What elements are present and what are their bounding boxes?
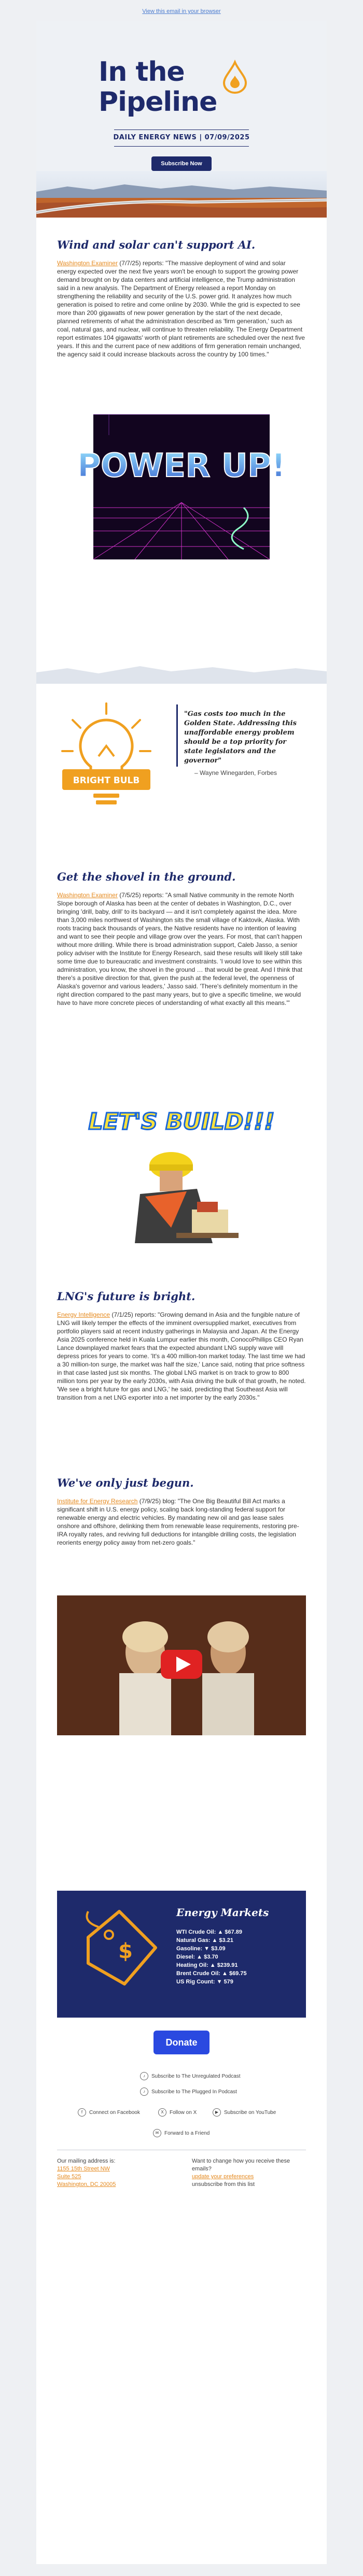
logo bbox=[99, 57, 264, 129]
article-2-headline: Get the shovel in the ground. bbox=[57, 870, 236, 883]
address-heading: Our mailing address is: bbox=[57, 2158, 116, 2164]
x-label: Follow on X bbox=[170, 2110, 197, 2116]
bright-bulb-text: BRIGHT BULB bbox=[73, 775, 140, 786]
podcast2-label: Subscribe to The Plugged In Podcast bbox=[151, 2089, 237, 2095]
unsubscribe-link[interactable]: unsubscribe from this list bbox=[192, 2181, 255, 2188]
address-line2[interactable]: Suite 525 bbox=[57, 2174, 81, 2180]
youtube-label: Subscribe on YouTube bbox=[224, 2110, 276, 2116]
logo-line1: In the bbox=[99, 56, 185, 88]
lets-build-text: LET'S BUILD!!! bbox=[88, 1109, 275, 1135]
markets-title: Energy Markets bbox=[176, 1906, 269, 1919]
podcast-unregulated-link[interactable] bbox=[140, 2072, 241, 2081]
forward-label: Forward to a Friend bbox=[164, 2131, 210, 2136]
view-in-browser-link[interactable]: View this email in your browser bbox=[142, 8, 221, 15]
power-up-text: POWER UP! bbox=[77, 447, 286, 484]
subscribe-button[interactable]: Subscribe Now bbox=[151, 156, 212, 171]
energy-markets-panel bbox=[57, 1891, 306, 2018]
donate-button[interactable]: Donate bbox=[153, 2031, 210, 2054]
logo-line2: Pipeline bbox=[99, 87, 217, 118]
podcast-icon: ♪ bbox=[140, 2088, 148, 2096]
article-4-source-link[interactable]: Institute for Energy Research bbox=[57, 1498, 138, 1505]
article-3-source-link[interactable]: Energy Intelligence bbox=[57, 1311, 110, 1318]
market-item: Natural Gas: ▲ $3.21 bbox=[176, 1937, 233, 1944]
podcast-icon: ♪ bbox=[140, 2072, 148, 2080]
article-3-headline: LNG's future is bright. bbox=[57, 1290, 196, 1303]
date-line: DAILY ENERGY NEWS | 07/09/2025 bbox=[113, 134, 250, 141]
header bbox=[36, 21, 327, 171]
youtube-icon: ▶ bbox=[213, 2108, 221, 2117]
article-2-body bbox=[57, 891, 306, 1007]
date-rule-top bbox=[114, 129, 249, 130]
quote-section bbox=[36, 663, 327, 844]
facebook-link[interactable] bbox=[78, 2108, 140, 2118]
article-1-text: (7/7/25) reports: "The massive deployment of wind and solar energy expected over the next five years won't be enough to support the growing power demand brought on by data centers and artificial intelligence, the Trump administration said in a new analysis. The Department of Energy released a report Monday on strengthening the reliability and security of the U.S. power grid. It analyzes how much generation is poised to retire and come online by 2030. While the grid is expected to see more than 200 gigawatts of new power generation by the start of the next decade, planned retirements of what the administration described as 'firm generation,' such as coal, natural gas, and nuclear, will continue to threaten reliability. The Energy Department report estimates 104 gigawatts' worth of plant retirements are scheduled over the next five years. If this and the current pace of new additions of firm generation remain unchanged, the agency said it could increase blackouts across the country by 100 times." bbox=[57, 260, 305, 358]
facebook-icon: f bbox=[78, 2108, 86, 2117]
mountain-divider bbox=[36, 663, 327, 684]
article-2-text: (7/5/25) reports: "A small Native community in the remote North Slope borough of Alaska has been at the center of debates in Washington, D.C., over bringing 'drill, baby, drill' to its backyard — and it isn't completely against the idea. More than 3,000 miles northwest of Washington sits the small village of Kaktovik, Alaska. With roots tracing back thousands of years, the Native residents have no intention of leaving and want to see their people and village grow over the years. For most, that can't happen without more drilling. While there is broad administration support, Caleb Jasso, a senior policy adviser with the Institute for Energy Research, said these results will likely still take some time due to bureaucratic and investment constraints. 'I would love to see within this administration, you know, the shovel in the ground … that would be great. And I think that there's a positive direction for that, given the push at the federal level, the openness of Alaska's governor and various leaders,' Jasso said. 'There's definitely momentum in the right direction compared to the past many years, but to give a specific timeline, we would have to have more concrete pieces of understanding of what exactly all this means.'" bbox=[57, 891, 302, 1006]
address-line1[interactable]: 1155 15th Street NW bbox=[57, 2166, 110, 2172]
podcast-pluggedin-link[interactable] bbox=[140, 2088, 237, 2097]
flame-drop-icon bbox=[223, 61, 247, 93]
change-text: Want to change how you receive these emails? bbox=[192, 2158, 290, 2172]
footer-preferences bbox=[192, 2157, 306, 2189]
pipeline-landscape-image bbox=[36, 171, 327, 218]
article-4-headline: We've only just begun. bbox=[57, 1476, 194, 1489]
power-up-image bbox=[77, 414, 286, 559]
update-preferences-link[interactable]: update your preferences bbox=[192, 2174, 254, 2180]
price-tag-icon bbox=[78, 1906, 161, 1999]
market-item: US Rig Count: ▼ 579 bbox=[176, 1979, 233, 1985]
market-item: WTI Crude Oil: ▲ $67.89 bbox=[176, 1929, 243, 1935]
market-item: Diesel: ▲ $3.70 bbox=[176, 1954, 218, 1960]
article-1-headline: Wind and solar can't support AI. bbox=[57, 238, 256, 251]
article-1-source-link[interactable]: Washington Examiner bbox=[57, 260, 118, 267]
market-item: Brent Crude Oil: ▲ $69.75 bbox=[176, 1970, 247, 1977]
markets-list bbox=[176, 1928, 247, 1986]
quote-text: "Gas costs too much in the Golden State. Addressing this unaffordable energy problem should be a top priority for state legislators and the governor" bbox=[184, 710, 297, 765]
article-4-text: (7/9/25) blog: "The One Big Beautiful Bill Act marks a significant shift in U.S. energy policy, scaling back long-standing federal support for renewable energy and electric vehicles. By mandating new oil and gas lease sales onshore and offshore, delinking them from renewable lease requirements, restoring pre-IRA royalty rates, and reviving full deductions for intangible drilling costs, the legislation reorients energy policy away from net-zero goals." bbox=[57, 1498, 299, 1546]
podcast1-label: Subscribe to The Unregulated Podcast bbox=[151, 2074, 241, 2079]
market-item: Gasoline: ▼ $3.09 bbox=[176, 1946, 226, 1952]
x-link[interactable] bbox=[158, 2108, 197, 2118]
facebook-label: Connect on Facebook bbox=[89, 2110, 140, 2116]
video-thumbnail[interactable] bbox=[57, 1595, 306, 1735]
date-rule-bottom bbox=[114, 146, 249, 147]
quote-attribution: – Wayne Winegarden, Forbes bbox=[194, 769, 277, 776]
email-container bbox=[36, 21, 327, 2564]
youtube-link[interactable] bbox=[213, 2108, 276, 2118]
x-icon: X bbox=[158, 2108, 166, 2117]
forward-link[interactable] bbox=[153, 2129, 210, 2138]
article-4-body bbox=[57, 1497, 306, 1547]
article-3-text: (7/1/25) reports: "Growing demand in Asia and the fungible nature of LNG will likely temper the effects of the imminent oversupplied market, executives from portfolio players said at recent industry gatherings in Malaysia and Japan. At the Energy Asia 2025 conference held in Kuala Lumpur earlier this month, ConocoPhillips CEO Ryan Lance downplayed market fears that the expected abundant LNG supply wave will depress prices for years to come. 'It's a 400 million-ton market today. The last time we had a 30 million-ton surge, the market was half the size,' Lance said, noting that price softness in that case lasted just six months. The global LNG market is on track to grow to 800 million tons per year by the early 2030s, with Asia driving the bulk of that growth, he noted. 'We see a bright future for gas and LNG,' he said, predicting that Southeast Asia will transition from a net LNG exporter into a net importer by the early 2030s." bbox=[57, 1311, 306, 1401]
article-2-source-link[interactable]: Washington Examiner bbox=[57, 891, 118, 899]
svg-text:$: $ bbox=[118, 1939, 133, 1963]
quote-bar bbox=[176, 704, 178, 767]
bright-bulb-logo bbox=[57, 699, 156, 818]
market-item: Heating Oil: ▲ $239.91 bbox=[176, 1962, 238, 1968]
mail-icon: ✉ bbox=[153, 2129, 161, 2137]
address-line3[interactable]: Washington, DC 20005 bbox=[57, 2181, 116, 2188]
article-1-body bbox=[57, 259, 306, 358]
logo-text bbox=[99, 57, 217, 117]
footer-address bbox=[57, 2157, 171, 2189]
article-3-body bbox=[57, 1311, 306, 1402]
lets-build-image bbox=[88, 1098, 275, 1264]
